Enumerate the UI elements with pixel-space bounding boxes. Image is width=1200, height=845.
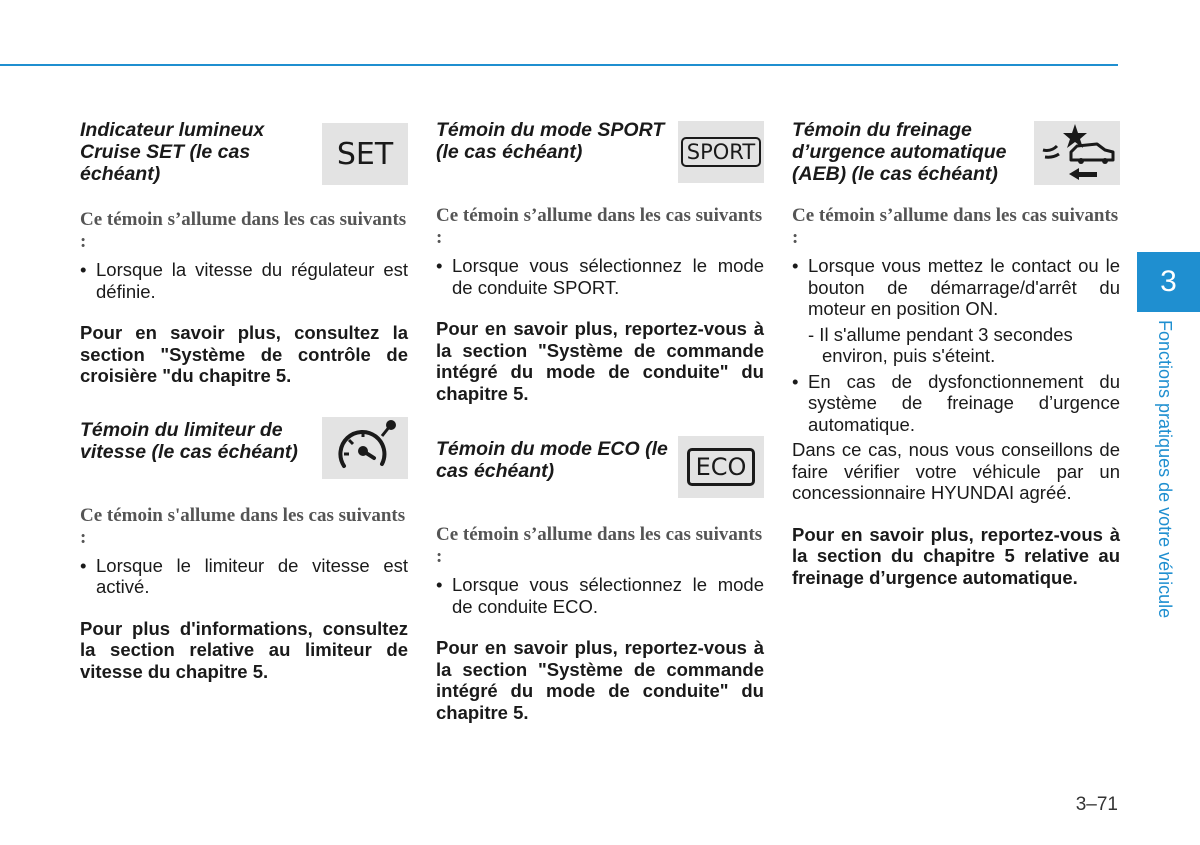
section-intro: Ce témoin s’allume dans les cas suivants : <box>436 524 763 567</box>
list-item: • En cas de dysfonctionnement du système de freinage d’urgence automatique. <box>792 371 1120 436</box>
section-note: Pour en savoir plus, consultez la section "Système de contrôle de croisière "du chapitre 5. <box>80 322 408 386</box>
section-header <box>436 436 764 500</box>
section-title: Témoin du mode SPORT (le cas échéant) <box>436 119 665 163</box>
list-item: • Lorsque vous sélectionnez le mode de conduite ECO. <box>436 574 764 617</box>
cruise-set-indicator <box>322 123 408 185</box>
eco-mode-indicator <box>678 436 764 498</box>
section-intro: Ce témoin s’allume dans les cas suivants : <box>792 205 1119 248</box>
speed-limiter-indicator <box>322 417 408 479</box>
bullet-list <box>436 574 764 617</box>
section-title: Témoin du freinage d’urgence automatique (AEB) (le cas échéant) <box>792 119 1007 185</box>
bullet-list <box>792 371 1120 436</box>
section-note: Pour en savoir plus, reportez-vous à la section "Système de commande intégré du mode de conduite" du chapitre 5. <box>436 318 764 404</box>
header-rule <box>0 64 1118 66</box>
section-intro: Ce témoin s’allume dans les cas suivants : <box>436 205 763 248</box>
section-header <box>80 417 408 481</box>
list-item: • Lorsque vous mettez le contact ou le bouton de démarrage/d'arrêt du moteur en position ON. <box>792 255 1120 320</box>
list-item: • Lorsque vous sélectionnez le mode de conduite SPORT. <box>436 255 764 298</box>
bullet-list <box>80 555 408 598</box>
section-aeb <box>792 117 1120 588</box>
list-item: • Lorsque le limiteur de vitesse est activé. <box>80 555 408 598</box>
section-eco-mode <box>436 436 764 723</box>
bullet-list <box>792 255 1120 320</box>
section-title: Indicateur lumineux Cruise SET (le cas échéant) <box>80 119 265 185</box>
sport-mode-indicator <box>678 121 764 183</box>
section-header <box>792 117 1120 185</box>
eco-indicator-text: ECO <box>687 448 756 486</box>
section-header <box>436 117 764 181</box>
set-indicator-text: SET <box>336 136 394 172</box>
list-item: • Lorsque la vitesse du régulateur est définie. <box>80 259 408 302</box>
section-title: Témoin du mode ECO (le cas échéant) <box>436 438 668 482</box>
aeb-indicator <box>1034 121 1120 185</box>
chapter-title: Fonctions pratiques de votre véhicule <box>1155 320 1175 619</box>
section-intro: Ce témoin s’allume dans les cas suivants : <box>80 209 407 252</box>
section-note: Pour plus d'informations, consultez la section relative au limiteur de vitesse du chapitre 5. <box>80 617 408 682</box>
section-intro: Ce témoin s'allume dans les cas suivants : <box>80 504 406 548</box>
section-title: Témoin du limiteur de vitesse (le cas échéant) <box>80 418 298 463</box>
page-number: 3–71 <box>1075 794 1118 815</box>
sub-item: - Il s'allume pendant 3 secondes environ, puis s'éteint. <box>808 323 1073 366</box>
chapter-tab: 3 <box>1137 252 1200 312</box>
speed-limiter-icon <box>330 418 400 478</box>
column-3 <box>792 117 1120 588</box>
section-header <box>80 117 408 185</box>
section-cruise-set <box>80 117 408 387</box>
aeb-warning-icon <box>1035 122 1119 184</box>
column-1 <box>80 117 408 682</box>
section-paragraph: Dans ce cas, nous vous conseillons de faire vérifier votre véhicule par un concessionnaire HYUNDAI agréé. <box>792 439 1120 503</box>
column-2 <box>436 117 764 723</box>
section-speed-limiter <box>80 417 408 683</box>
section-sport-mode <box>436 117 764 404</box>
sport-indicator-text: SPORT <box>681 137 761 167</box>
bullet-list <box>80 259 408 302</box>
bullet-list <box>436 255 764 298</box>
section-note: Pour en savoir plus, reportez-vous à la section "Système de commande intégré du mode de conduite" du chapitre 5. <box>436 637 764 723</box>
section-note: Pour en savoir plus, reportez-vous à la section du chapitre 5 relative au freinage d’urgence automatique. <box>792 523 1120 588</box>
